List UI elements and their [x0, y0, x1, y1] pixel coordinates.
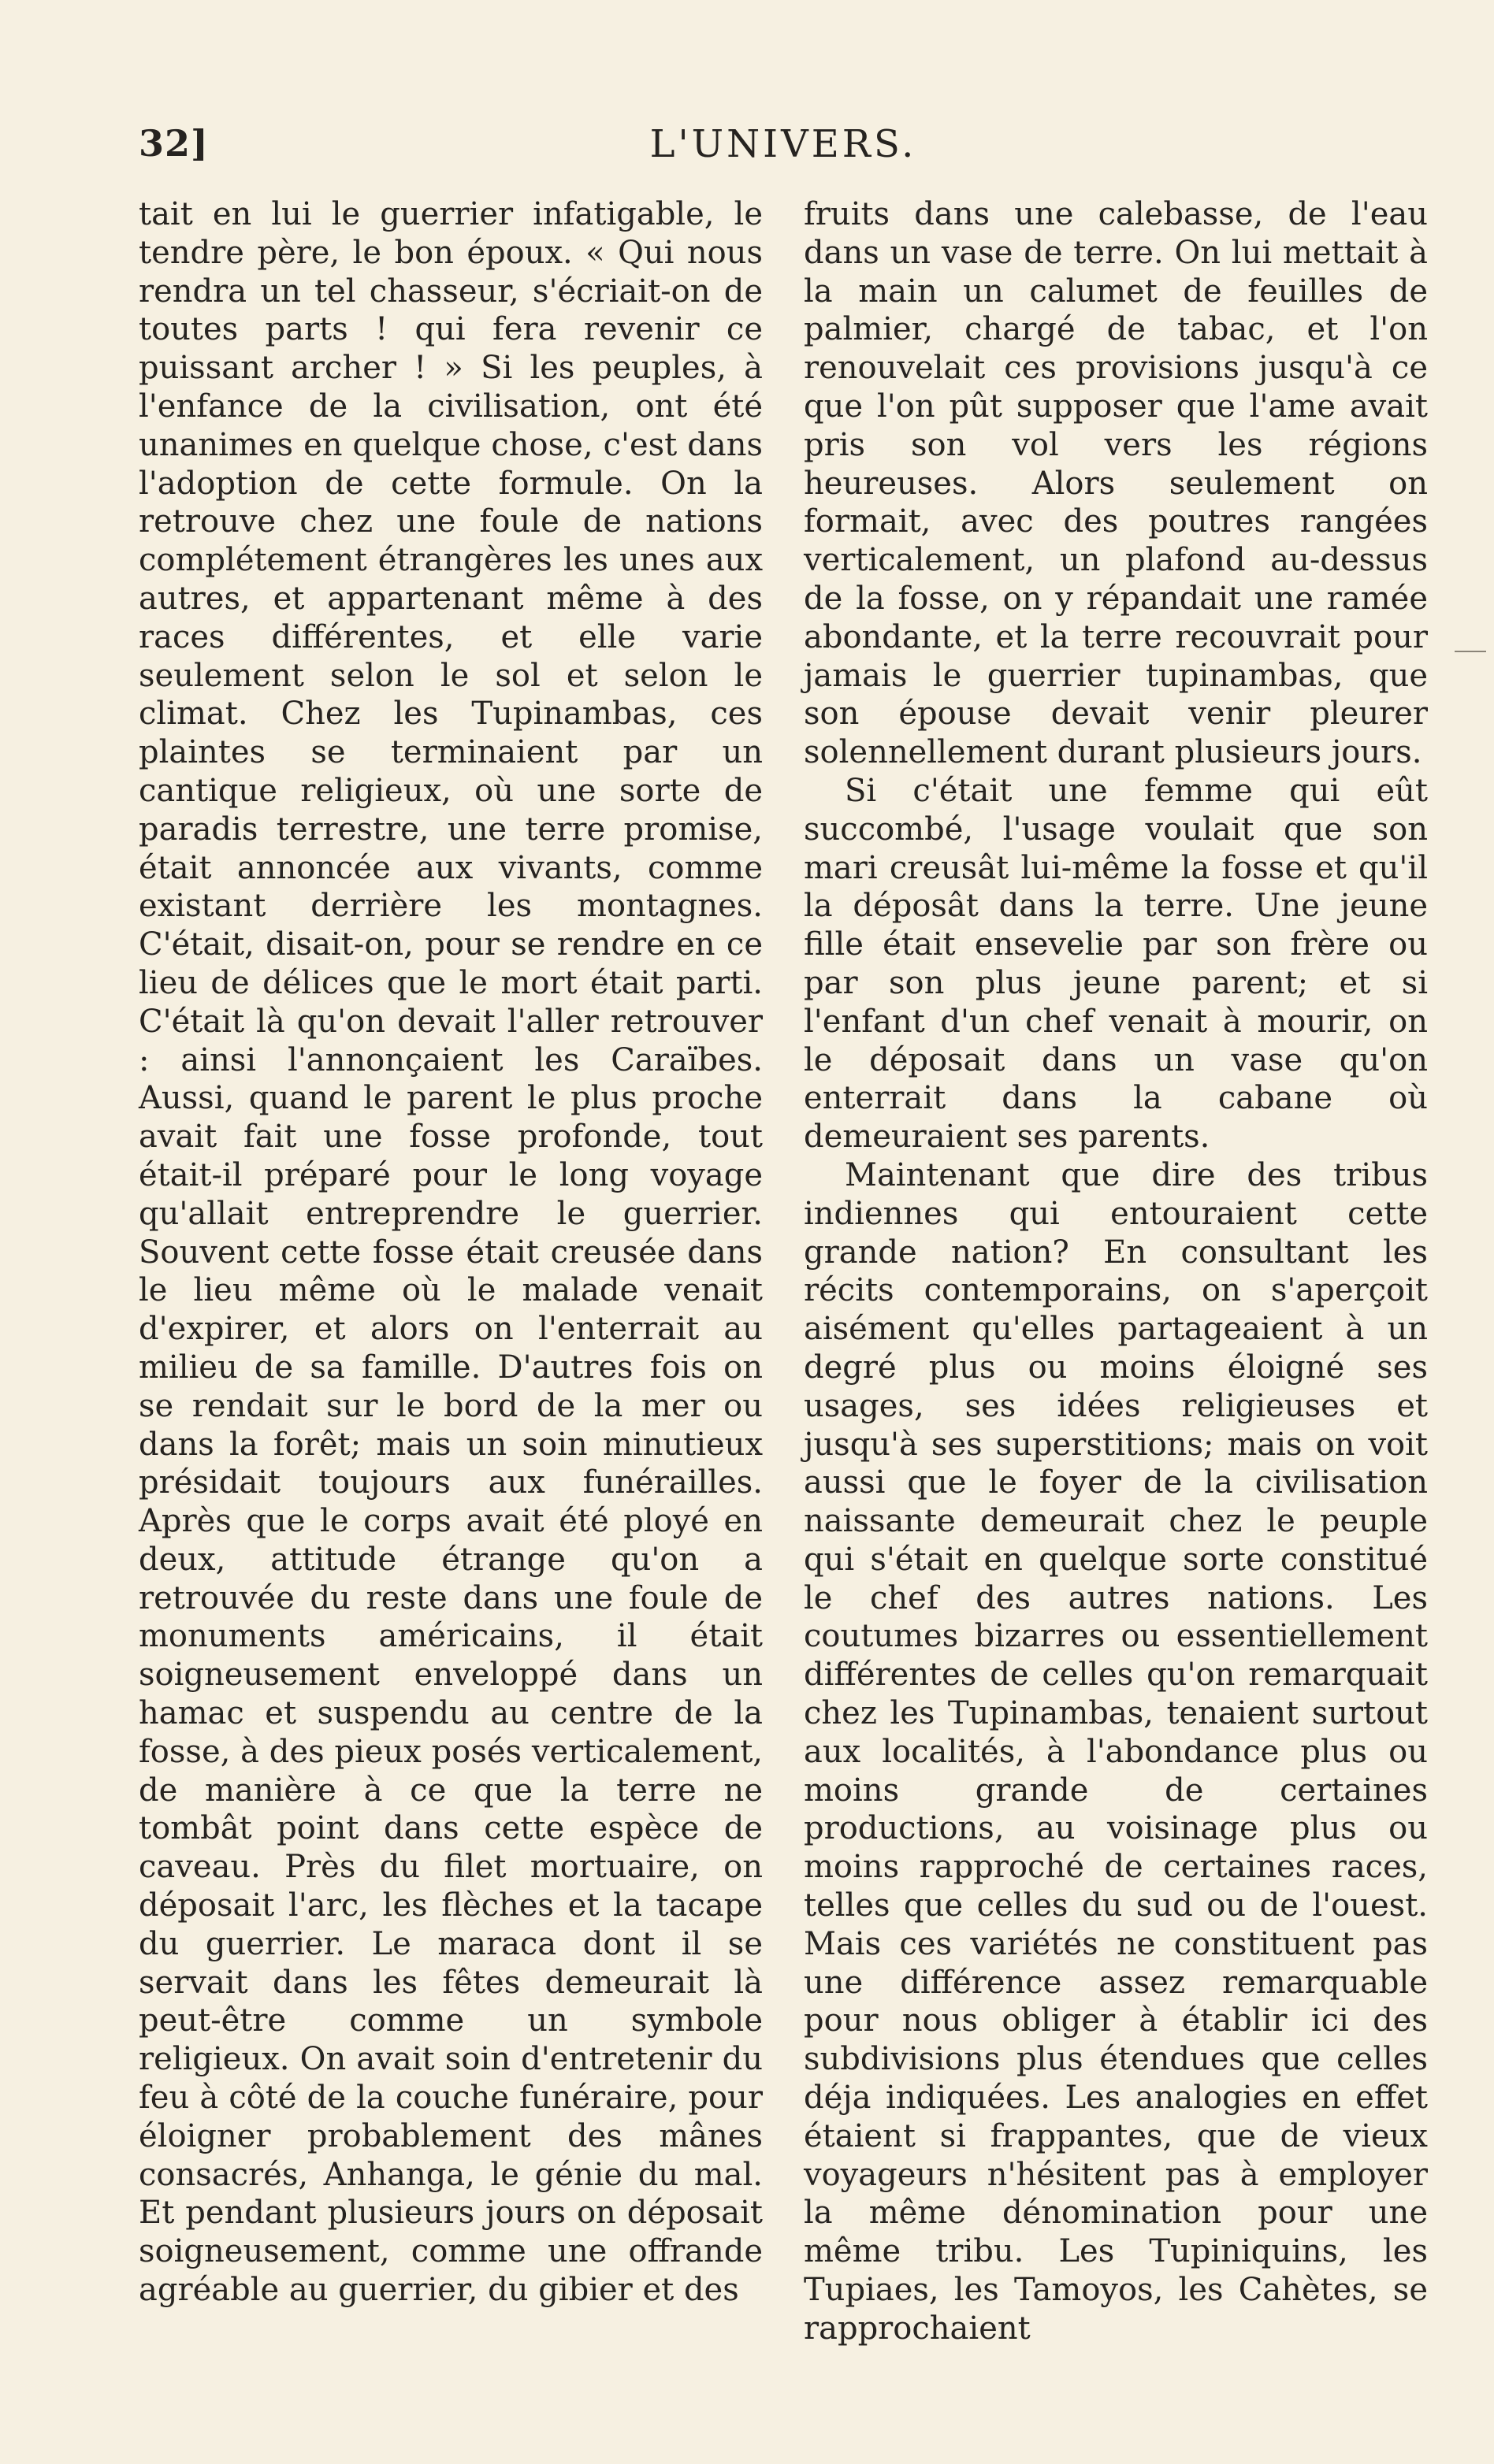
right-column [804, 195, 1428, 2348]
left-column [139, 195, 763, 2310]
paragraph: tait en lui le guerrier infatigable, le tendre père, le bon époux. « Qui nous rendra un tel chasseur, s'écriait-on de toutes parts ! qui fera revenir ce puissant archer ! » Si les peuples, à l'enfance de la civilisation, ont été unanimes en quelque chose, c'est dans l'adoption de cette formule. On la retrouve chez une foule de nations complétement étrangères les unes aux autres, et appartenant même à des races différentes, et elle varie seulement selon le sol et selon le climat. Chez les Tupinambas, ces plaintes se terminaient par un cantique religieux, où une sorte de paradis terrestre, une terre promise, était annoncée aux vivants, comme existant derrière les montagnes. C'était, disait-on, pour se rendre en ce lieu de délices que le mort était parti. C'était là qu'on devait l'aller retrouver : ainsi l'annonçaient les Caraïbes. Aussi, quand le parent le plus proche avait fait une fosse profonde, tout était-il préparé pour le long voyage qu'allait entreprendre le guerrier. Souvent cette fosse était creusée dans le lieu même où le malade venait d'expirer, et alors on l'enterrait au milieu de sa famille. D'autres fois on se rendait sur le bord de la mer ou dans la forêt; mais un soin minutieux présidait toujours aux funérailles. Après que le corps avait été ployé en deux, attitude étrange qu'on a retrouvée du reste dans une foule de monuments américains, il était soigneusement enveloppé dans un hamac et suspendu au centre de la fosse, à des pieux posés verticalement, de manière à ce que la terre ne tombât point dans cette espèce de caveau. Près du filet mortuaire, on déposait l'arc, les flèches et la tacape du guerrier. Le maraca dont il se servait dans les fêtes demeurait là peut-être comme un symbole religieux. On avait soin d'entretenir du feu à côté de la couche funéraire, pour éloigner probablement des mânes consacrés, Anhanga, le génie du mal. Et pendant plusieurs jours on déposait soigneusement, comme une offrande agréable au guerrier, du gibier et des [139, 196, 763, 2309]
page-number: 32] [139, 122, 209, 165]
page-header [139, 122, 1428, 177]
paragraph: Si c'était une femme qui eût succombé, l'usage voulait que son mari creusât lui-même la fosse et qu'il la déposât dans la terre. Une jeune fille était ensevelie par son frère ou par son plus jeune parent; et si l'enfant d'un chef venait à mourir, on le déposait dans un vase qu'on enterrait dans la cabane où demeuraient ses parents. [804, 772, 1428, 1156]
paragraph: fruits dans une calebasse, de l'eau dans un vase de terre. On lui mettait à la main un calumet de feuilles de palmier, chargé de tabac, et l'on renouvelait ces provisions jusqu'à ce que l'on pût supposer que l'ame avait pris son vol vers les régions heureuses. Alors seulement on formait, avec des poutres rangées verticalement, un plafond au-dessus de la fosse, on y répandait une ramée abondante, et la terre recouvrait pour jamais le guerrier tupinambas, que son épouse devait venir pleurer solennellement durant plusieurs jours. [804, 196, 1428, 771]
margin-mark [1455, 651, 1486, 652]
running-title: L'UNIVERS. [649, 122, 917, 166]
paragraph: Maintenant que dire des tribus indiennes qui entouraient cette grande nation? En consultant les récits contemporains, on s'aperçoit aisément qu'elles partageaient à un degré plus ou moins éloigné ses usages, ses idées religieuses et jusqu'à ses superstitions; mais on voit aussi que le foyer de la civilisation naissante demeurait chez le peuple qui s'était en quelque sorte constitué le chef des autres nations. Les coutumes bizarres ou essentiellement différentes de celles qu'on remarquait chez les Tupinambas, tenaient surtout aux localités, à l'abondance plus ou moins grande de certaines productions, au voisinage plus ou moins rapproché de certaines races, telles que celles du sud ou de l'ouest. Mais ces variétés ne constituent pas une différence assez remarquable pour nous obliger à établir ici des subdivisions plus étendues que celles déja indiquées. Les analogies en effet étaient si frappantes, que de vieux voyageurs n'hésitent pas à employer la même dénomination pour une même tribu. Les Tupiniquins, les Tupiaes, les Tamoyos, les Cahètes, se rapprochaient [804, 1156, 1428, 2347]
